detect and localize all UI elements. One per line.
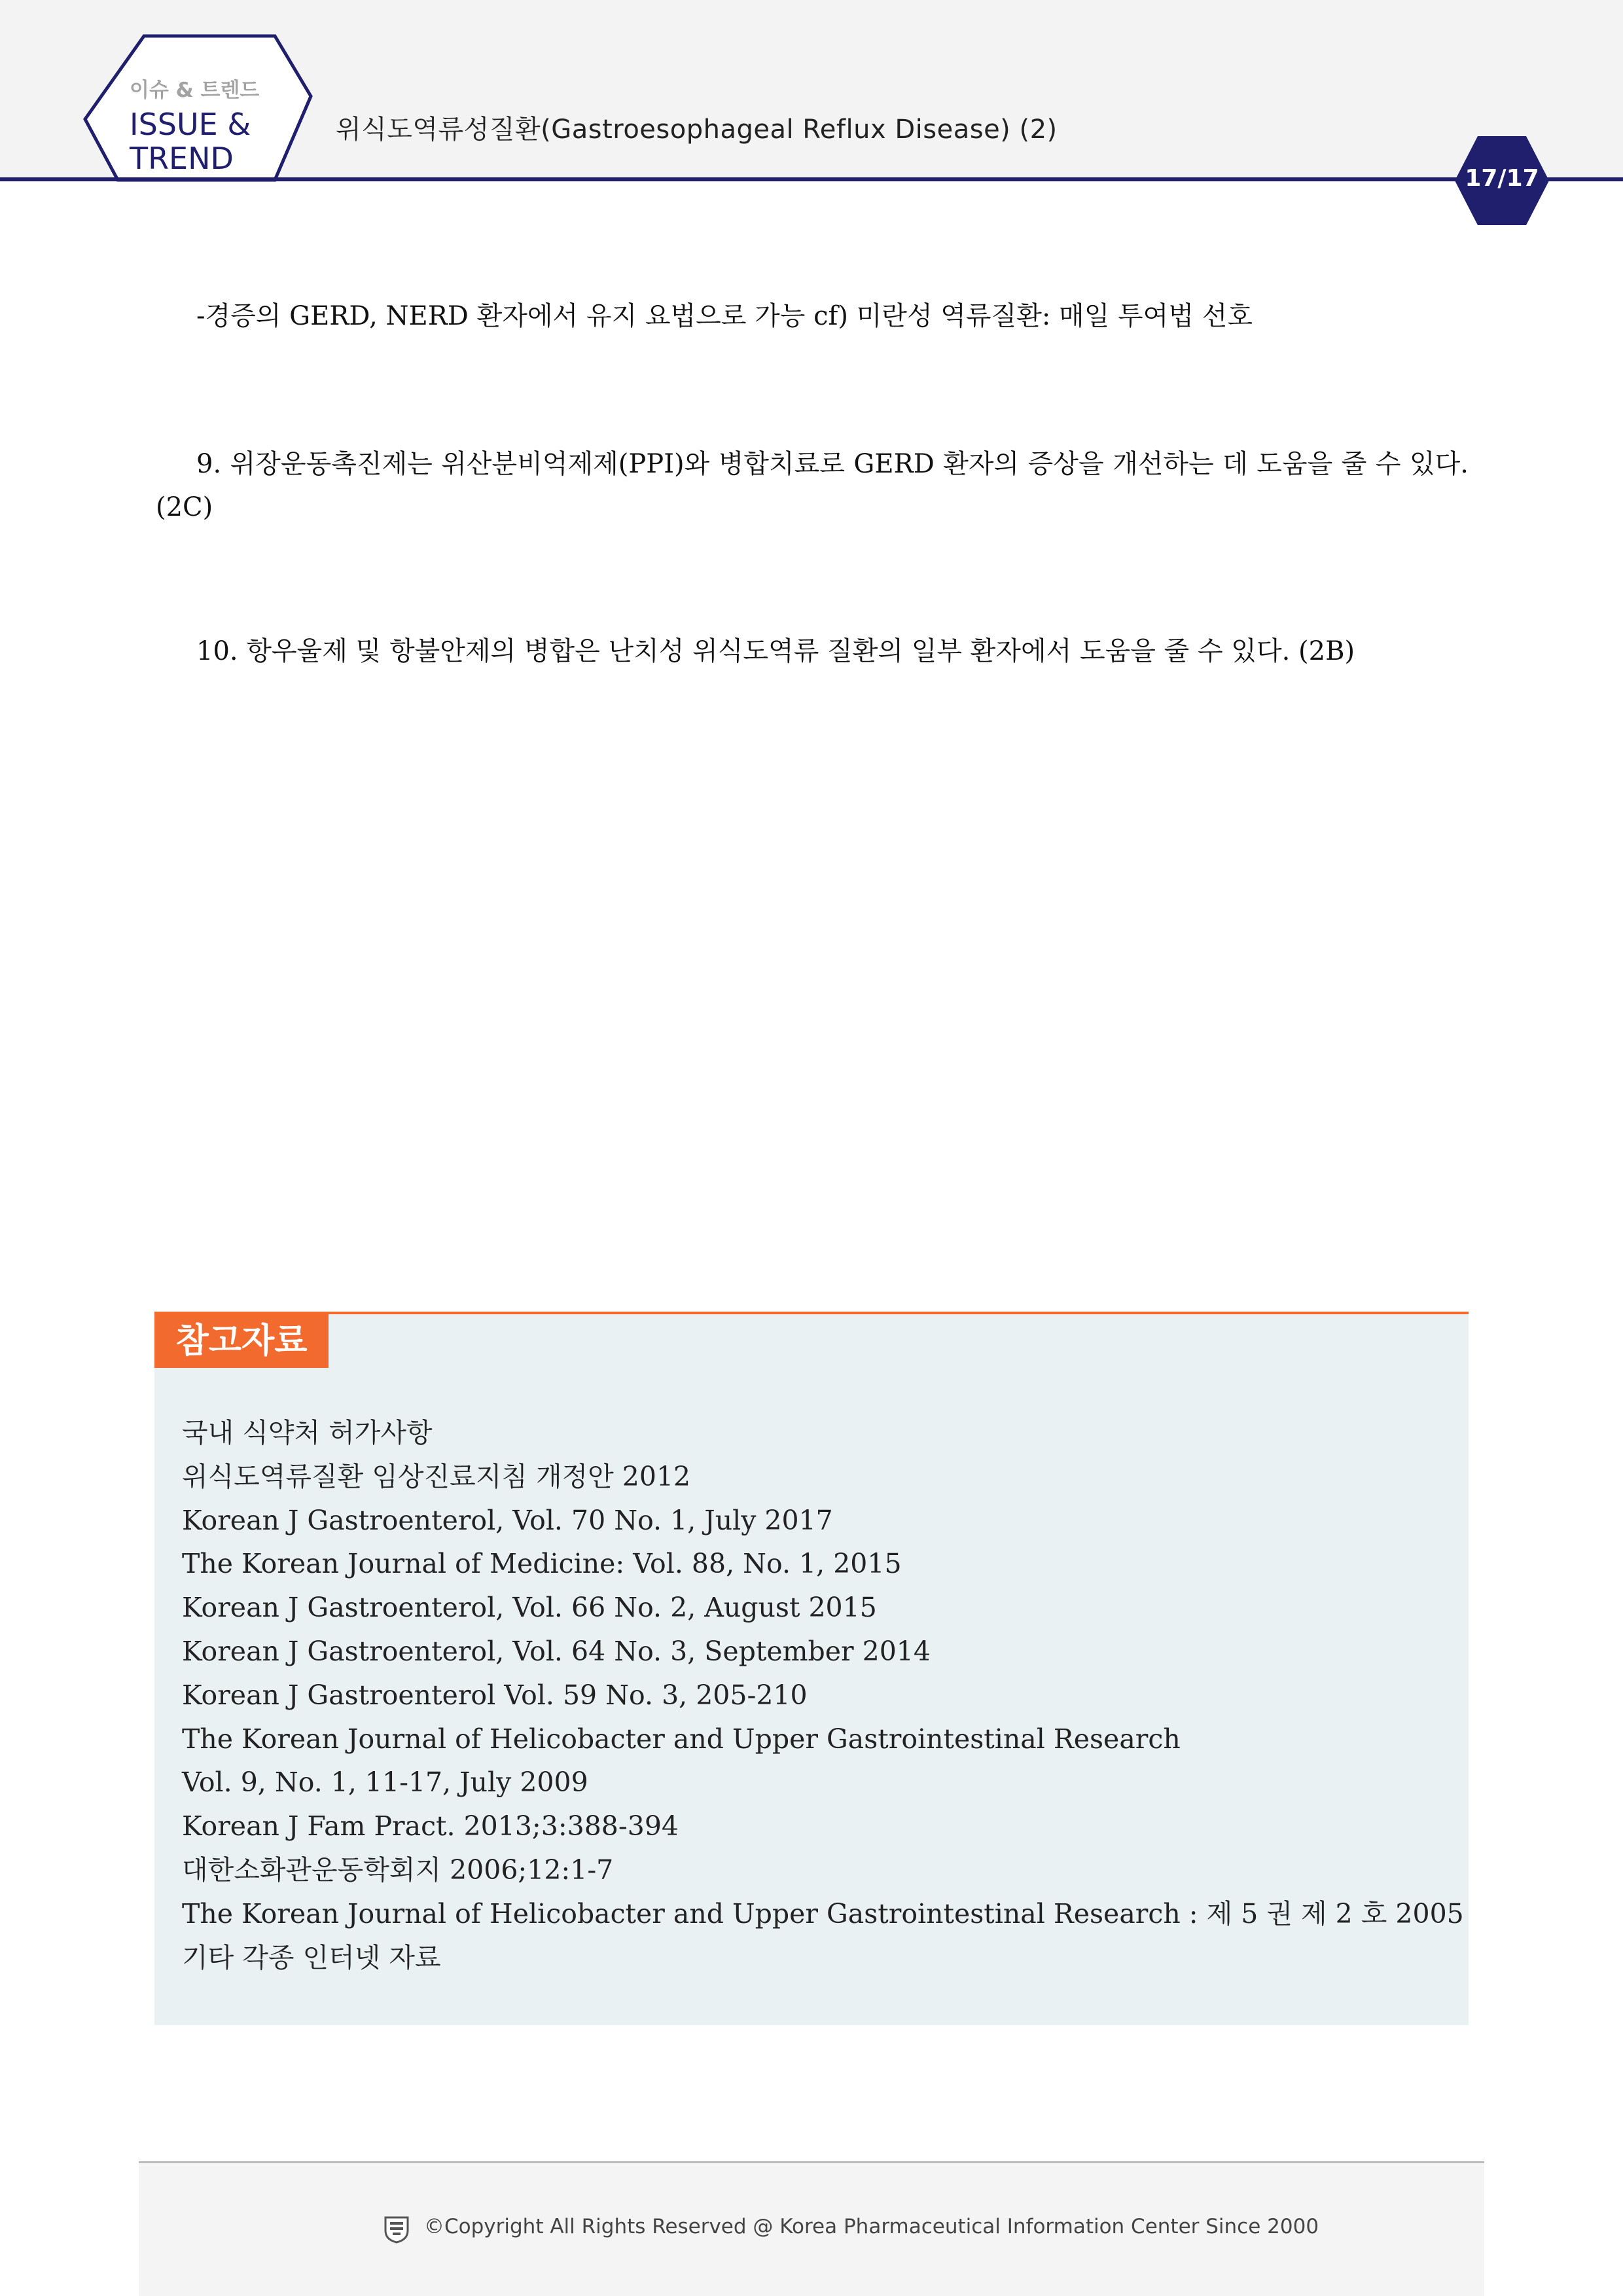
reference-item: Korean J Gastroenterol Vol. 59 No. 3, 205-210 — [182, 1679, 808, 1711]
kpic-emblem-icon — [383, 2215, 410, 2244]
page-number: 17/17 — [1465, 165, 1539, 192]
copyright-text: ©Copyright All Rights Reserved @ Korea Pharmaceutical Information Center Since 2000 — [424, 2215, 1319, 2238]
reference-item: Korean J Gastroenterol, Vol. 66 No. 2, August 2015 — [182, 1592, 877, 1624]
reference-item: Korean J Gastroenterol, Vol. 64 No. 3, September 2014 — [182, 1635, 931, 1667]
paragraph-antidepressants: 10. 항우울제 및 항불안제의 병합은 난치성 위식도역류 질환의 일부 환자에서 도움을 줄 수 있다. (2B) — [196, 636, 1355, 666]
reference-item: 기타 각종 인터넷 자료 — [182, 1941, 441, 1973]
reference-item: The Korean Journal of Helicobacter and Upper Gastrointestinal Research — [182, 1723, 1181, 1755]
logo-line-2: TREND — [130, 141, 234, 176]
references-list — [182, 1411, 1464, 1979]
reference-item: Vol. 9, No. 1, 11-17, July 2009 — [182, 1767, 588, 1799]
reference-item: 위식도역류질환 임상진료지침 개정안 2012 — [182, 1460, 691, 1492]
reference-item: The Korean Journal of Helicobacter and Upper Gastrointestinal Research : 제 5 권 제 2 호 2005 — [182, 1897, 1464, 1929]
header-rule — [0, 177, 1623, 181]
reference-item: 대한소화관운동학회지 2006;12:1-7 — [182, 1854, 614, 1886]
references-top-rule — [154, 1312, 1469, 1314]
reference-item: Korean J Fam Pract. 2013;3:388-394 — [182, 1810, 679, 1842]
logo-line-1: ISSUE & — [130, 107, 251, 142]
reference-item: The Korean Journal of Medicine: Vol. 88, No. 1, 2015 — [182, 1548, 902, 1580]
paragraph-prokinetics: 9. 위장운동촉진제는 위산분비억제제(PPI)와 병합치료로 GERD 환자의 증상을 개선하는 데 도움을 줄 수 있다. (2C) — [156, 449, 1469, 522]
reference-item: Korean J Gastroenterol, Vol. 70 No. 1, July 2017 — [182, 1504, 833, 1536]
logo-english-text — [130, 107, 251, 175]
logo-korean-text: 이슈 & 트렌드 — [130, 79, 260, 102]
reference-item: 국내 식약처 허가사항 — [182, 1417, 433, 1448]
paragraph-maintenance-therapy: -경증의 GERD, NERD 환자에서 유지 요법으로 가능 cf) 미란성 역류질환: 매일 투여법 선호 — [196, 301, 1253, 331]
document-title: 위식도역류성질환(Gastroesophageal Reflux Disease) (2) — [336, 115, 1058, 145]
references-label: 참고자료 — [154, 1314, 329, 1368]
